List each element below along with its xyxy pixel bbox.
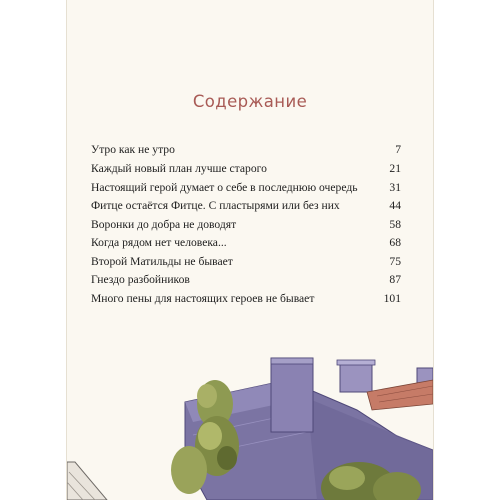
toc-entry: [91, 273, 401, 291]
toc-entry: [91, 199, 401, 217]
toc-entry: [91, 218, 401, 236]
toc-entry: [91, 292, 401, 310]
toc-entry-title: Второй Матильды не бывает: [91, 255, 233, 268]
toc-entry-page: 31: [389, 181, 401, 194]
toc-entry-title: Каждый новый план лучше старого: [91, 162, 267, 175]
page-title: Содержание: [192, 92, 308, 111]
toc-entry-title: Когда рядом нет человека...: [91, 236, 227, 249]
toc-entry-page: 101: [383, 292, 401, 305]
toc-entry-page: 87: [389, 273, 401, 286]
toc-entry-page: 7: [395, 143, 401, 156]
tiled-roof: [367, 380, 433, 410]
toc-entry-page: 58: [389, 218, 401, 231]
toc-entry: [91, 236, 401, 254]
toc-entry-title: Фитце остаётся Фитце. С пластырями или без них: [91, 199, 340, 212]
toc-entry-page: 21: [389, 162, 401, 175]
toc-entry-title: Гнездо разбойников: [91, 273, 190, 286]
toc-entry-title: Много пены для настоящих героев не бывает: [91, 292, 315, 305]
toc-entry: [91, 255, 401, 273]
toc-entry-page: 44: [389, 199, 401, 212]
toc-entry: [91, 162, 401, 180]
chimney: [340, 362, 372, 392]
toc-entry-page: 68: [389, 236, 401, 249]
toc-entry-title: Настоящий герой думает о себе в последнюю очередь: [91, 181, 358, 194]
toc-entry: [91, 143, 401, 161]
rooftop-illustration: [67, 340, 433, 500]
book-page: [67, 0, 433, 500]
toc-entry-page: 75: [389, 255, 401, 268]
left-roof-edge: [67, 462, 107, 500]
toc-entry: [91, 181, 401, 199]
toc-entry-title: Утро как не утро: [91, 143, 175, 156]
tree: [171, 446, 207, 494]
chimney: [271, 358, 313, 432]
toc-entry-title: Воронки до добра не доводят: [91, 218, 237, 231]
